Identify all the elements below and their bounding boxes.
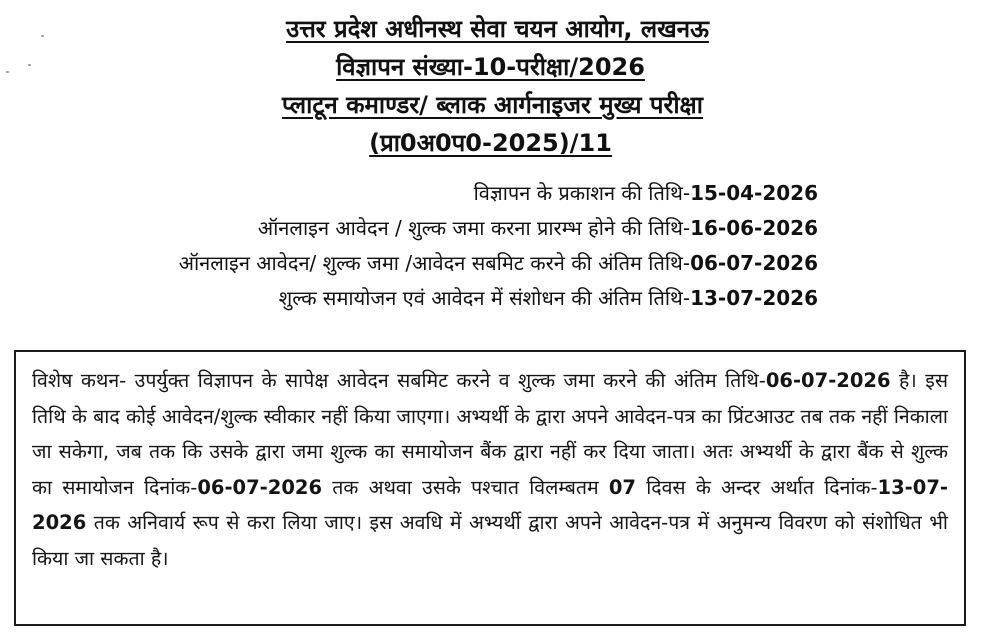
note-text-part: तक अथवा उसके पश्चात विलम्बतम xyxy=(322,475,609,499)
note-date: 06-07-2026 xyxy=(197,475,323,499)
note-text-part: विशेष कथन- उपर्युक्त विज्ञापन के सापेक्ष आवेदन सबमिट करने व शुल्क जमा करने की अंतिम तिथि- xyxy=(32,369,766,392)
date-value: 15-04-2026 xyxy=(690,181,818,205)
date-label: शुल्क समायोजन एवं आवेदन में संशोधन की अंतिम तिथि- xyxy=(278,286,691,310)
date-row-publication xyxy=(179,176,818,211)
date-row-application-start xyxy=(179,211,818,246)
special-note-box xyxy=(14,350,966,626)
document-header xyxy=(0,10,981,162)
date-value: 16-06-2026 xyxy=(690,216,818,240)
note-text-part: दिवस के अन्दर अर्थात दिनांक- xyxy=(635,475,878,499)
date-value: 13-07-2026 xyxy=(690,286,818,310)
exam-code: (प्रा0अ0प0-2025)/11 xyxy=(369,129,612,157)
note-date: 06-07-2026 xyxy=(765,369,891,392)
note-text-part: है। इस तिथि के बाद कोई आवेदन/शुल्क स्वीकार नहीं किया जाएगा। अभ्यर्थी के द्वारा अपने आवेदन-पत्र का प्रिंटआउट तब तक नहीं निकाला जा सकेगा, जब तक कि उसके द्वारा जमा शुल्क का समायोजन बैंक द्वारा नहीं कर दिया जाता। अतः अभ्यर्थी के द्वारा बैंक से शुल्क का समायोजन दिनांक- xyxy=(32,369,948,499)
advertisement-number: विज्ञापन संख्या-10-परीक्षा/2026 xyxy=(336,53,645,81)
special-note-text xyxy=(32,363,948,576)
important-dates xyxy=(179,176,818,316)
date-label: ऑनलाइन आवेदन / शुल्क जमा करना प्रारम्भ होने की तिथि- xyxy=(257,216,691,240)
exam-title: प्लाटून कमाण्डर/ ब्लाक आर्गनाइजर मुख्य परीक्षा xyxy=(282,91,703,119)
date-label: ऑनलाइन आवेदन/ शुल्क जमा /आवेदन सबमिट करने की अंतिम तिथि- xyxy=(178,251,691,275)
commission-name: उत्तर प्रदेश अधीनस्थ सेवा चयन आयोग, लखनऊ xyxy=(286,15,709,43)
date-row-correction-last xyxy=(179,281,818,316)
date-label: विज्ञापन के प्रकाशन की तिथि- xyxy=(473,181,691,205)
note-days: 07 xyxy=(608,475,636,499)
date-value: 06-07-2026 xyxy=(690,251,818,275)
note-date: 13-07-2026 xyxy=(32,475,949,534)
date-row-application-last xyxy=(179,246,818,281)
note-text-part: तक अनिवार्य रूप से करा लिया जाए। इस अवधि में अभ्यर्थी द्वारा अपने आवेदन-पत्र में अनुमन्य विवरण को संशोधित भी किया जा सकता है। xyxy=(32,511,948,570)
